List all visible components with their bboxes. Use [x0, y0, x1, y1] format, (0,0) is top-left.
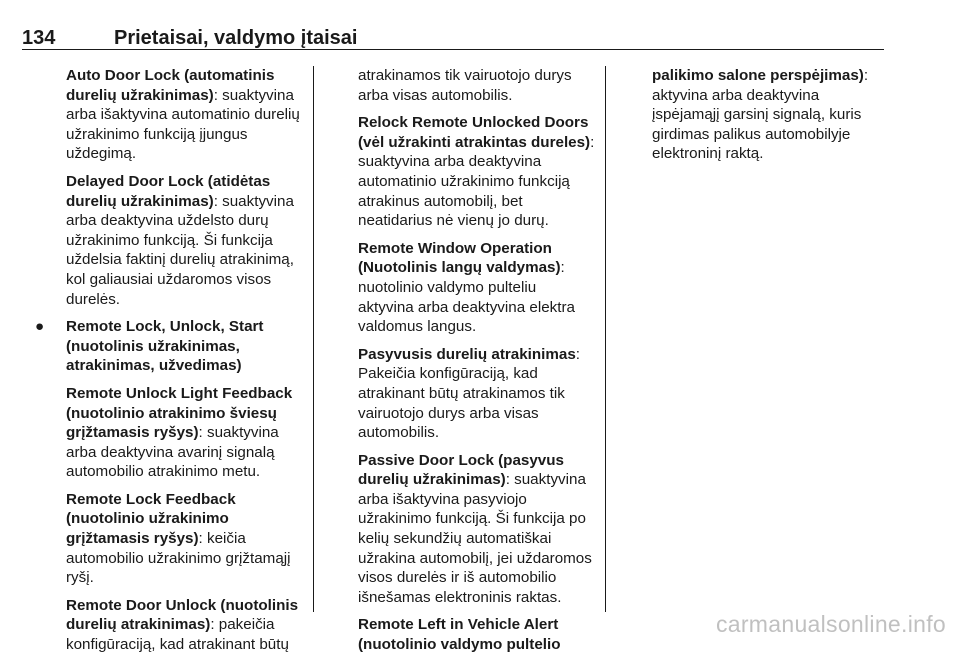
column-divider [313, 66, 314, 612]
setting-term: palikimo salone perspėjimas) [652, 67, 864, 84]
setting-term: Remote Window Operation (Nuotolinis langų valdymas) [358, 239, 561, 277]
setting-description: : suaktyvina arba deaktyvina uždelsto durų užrakinimo funkciją. Ši funkcija uždelsia faktinį durelių atrakinimą, kol galiausiai uždaromos visos durelės. [66, 192, 294, 308]
setting-term: Remote Lock Feedback (nuotolinio užrakinimo grįžtamasis ryšys) [66, 490, 236, 548]
setting-description: atrakinamos tik vairuotojo durys arba visas automobilis. [358, 67, 572, 104]
setting-description: : suaktyvina arba išaktyvina pasyviojo užrakinimo funkciją. Ši funkcija po kelių sekundžių automatiškai užrakina automobilį, jei uždaromos visos durelės ir iš automobilio išnešamas elektroninis raktas. [358, 471, 592, 606]
setting-entry [66, 172, 302, 309]
setting-description: : keičia automobilio užrakinimo grįžtamąjį ryšį. [66, 530, 291, 587]
setting-entry [358, 239, 596, 337]
setting-description: : suaktyvina arba deaktyvina avarinį signalą automobilio atrakinimo metu. [66, 424, 279, 481]
setting-entry [358, 66, 596, 105]
text-column-1 [35, 66, 302, 663]
setting-entry [358, 345, 596, 443]
setting-term: Passive Door Lock (pasyvus durelių užrakinimas) [358, 451, 564, 489]
watermark: carmanualsonline.info [715, 611, 946, 637]
bullet-icon: ● [35, 318, 45, 336]
setting-entry [358, 615, 596, 654]
setting-description: : suaktyvina arba deaktyvina automatinio užrakinimo funkciją atrakinus automobilį, bet neatidarius nė vienų jo durų. [358, 133, 595, 230]
setting-entry [358, 113, 596, 231]
column-divider [605, 66, 606, 612]
setting-description: : Pakeičia konfigūraciją, kad atrakinant būtų atrakinamos tik vairuotojo durys arba visas automobilis. [358, 345, 581, 442]
setting-description: : pakeičia konfigūraciją, kad atrakinant būtų [66, 616, 289, 654]
setting-entry [66, 596, 302, 655]
text-column-2 [358, 66, 596, 663]
setting-description: : aktyvina arba deaktyvina įspėjamąjį garsinį signalą, kuris girdimas palikus automobilyje elektroninį raktą. [652, 67, 869, 163]
setting-entry [66, 384, 302, 482]
bullet-item [35, 317, 302, 376]
setting-term: Pasyvusis durelių atrakinimas [358, 345, 576, 363]
setting-term: Relock Remote Unlocked Doors (vėl užrakinti atrakintas dureles) [358, 114, 591, 151]
page-header [0, 0, 960, 52]
setting-entry [358, 451, 596, 608]
page-number: 134 [22, 27, 56, 49]
setting-description: : nuotolinio valdymo pulteliu aktyvina arba deaktyvina elektra valdomus langus. [358, 259, 575, 336]
setting-term: Remote Unlock Light Feedback (nuotolinio atrakinimo šviesų grįžtamasis ryšys) [66, 384, 293, 442]
header-rule [22, 49, 884, 50]
setting-entry [66, 66, 302, 164]
page-title: Prietaisai, valdymo įtaisai [114, 27, 358, 49]
setting-term: Remote Door Unlock (nuotolinis durelių atrakinimas) [66, 596, 299, 634]
setting-description: : suaktyvina arba išaktyvina automatinio durelių užrakinimo funkciją įjungus uždegimą. [66, 86, 300, 163]
setting-term: Delayed Door Lock (atidėtas durelių užrakinimas) [66, 172, 271, 210]
setting-entry [66, 490, 302, 588]
setting-term: Remote Left in Vehicle Alert (nuotolinio valdymo pultelio [358, 616, 561, 654]
text-column-3 [652, 66, 888, 172]
bullet-heading: Remote Lock, Unlock, Start (nuotolinis užrakinimas, atrakinimas, užvedimas) [66, 318, 264, 375]
setting-term: Auto Door Lock (automatinis durelių užrakinimas) [66, 67, 275, 104]
setting-entry [652, 66, 888, 164]
